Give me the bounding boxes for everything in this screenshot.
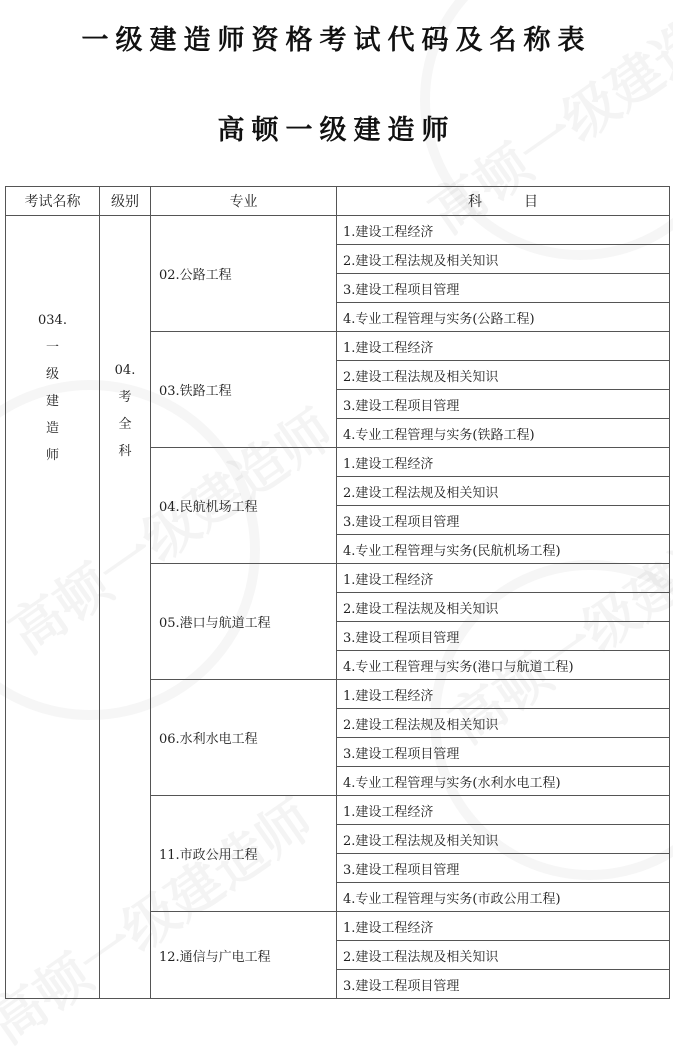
header-level: 级别 (100, 187, 151, 216)
major-cell: 03.铁路工程 (151, 332, 337, 448)
subject-cell: 1.建设工程经济 (337, 912, 670, 941)
subject-cell: 2.建设工程法规及相关知识 (337, 245, 670, 274)
page-subtitle: 高顿一级建造师 (217, 115, 456, 146)
subject-cell: 3.建设工程项目管理 (337, 970, 670, 999)
subject-cell: 1.建设工程经济 (337, 796, 670, 825)
subject-cell: 3.建设工程项目管理 (337, 506, 670, 535)
subject-cell: 3.建设工程项目管理 (337, 854, 670, 883)
level-name-char: 科 (118, 444, 132, 459)
subject-cell: 2.建设工程法规及相关知识 (337, 593, 670, 622)
subject-cell: 4.专业工程管理与实务(港口与航道工程) (337, 651, 670, 680)
subject-cell: 2.建设工程法规及相关知识 (337, 361, 670, 390)
subject-cell: 4.专业工程管理与实务(水利水电工程) (337, 767, 670, 796)
subject-cell: 1.建设工程经济 (337, 680, 670, 709)
level-code: 04. (114, 363, 136, 378)
header-exam-name: 考试名称 (6, 187, 100, 216)
subject-cell: 2.建设工程法规及相关知识 (337, 941, 670, 970)
subject-cell: 4.专业工程管理与实务(铁路工程) (337, 419, 670, 448)
major-cell: 06.水利水电工程 (151, 680, 337, 796)
level-name-char: 全 (118, 417, 132, 432)
exam-code-table (5, 186, 670, 999)
exam-name-cell (6, 216, 100, 999)
subject-cell: 3.建设工程项目管理 (337, 274, 670, 303)
major-cell: 11.市政公用工程 (151, 796, 337, 912)
exam-name-char: 师 (45, 448, 59, 463)
level-cell (100, 216, 151, 999)
major-cell: 04.民航机场工程 (151, 448, 337, 564)
table-body (6, 216, 670, 999)
subject-cell: 3.建设工程项目管理 (337, 622, 670, 651)
header-subject: 科 目 (337, 187, 670, 216)
subject-cell: 1.建设工程经济 (337, 564, 670, 593)
subject-cell: 4.专业工程管理与实务(市政公用工程) (337, 883, 670, 912)
major-cell: 05.港口与航道工程 (151, 564, 337, 680)
exam-name-char: 一 (45, 340, 59, 355)
level-name-char: 考 (118, 390, 132, 405)
exam-code: 034. (38, 313, 67, 328)
subject-cell: 3.建设工程项目管理 (337, 738, 670, 767)
exam-name-char: 造 (45, 421, 59, 436)
subject-cell: 1.建设工程经济 (337, 332, 670, 361)
table-header-row (6, 187, 670, 216)
header-major: 专业 (151, 187, 337, 216)
subject-cell: 4.专业工程管理与实务(民航机场工程) (337, 535, 670, 564)
subject-cell: 3.建设工程项目管理 (337, 390, 670, 419)
subject-cell: 1.建设工程经济 (337, 448, 670, 477)
subject-cell: 2.建设工程法规及相关知识 (337, 709, 670, 738)
exam-name-char: 级 (45, 367, 59, 382)
exam-name-char: 建 (45, 394, 59, 409)
subject-cell: 2.建设工程法规及相关知识 (337, 477, 670, 506)
subject-cell: 4.专业工程管理与实务(公路工程) (337, 303, 670, 332)
table-row (6, 216, 670, 245)
page-title: 一级建造师资格考试代码及名称表 (81, 25, 592, 56)
major-cell: 02.公路工程 (151, 216, 337, 332)
subject-cell: 1.建设工程经济 (337, 216, 670, 245)
subject-cell: 2.建设工程法规及相关知识 (337, 825, 670, 854)
major-cell: 12.通信与广电工程 (151, 912, 337, 999)
